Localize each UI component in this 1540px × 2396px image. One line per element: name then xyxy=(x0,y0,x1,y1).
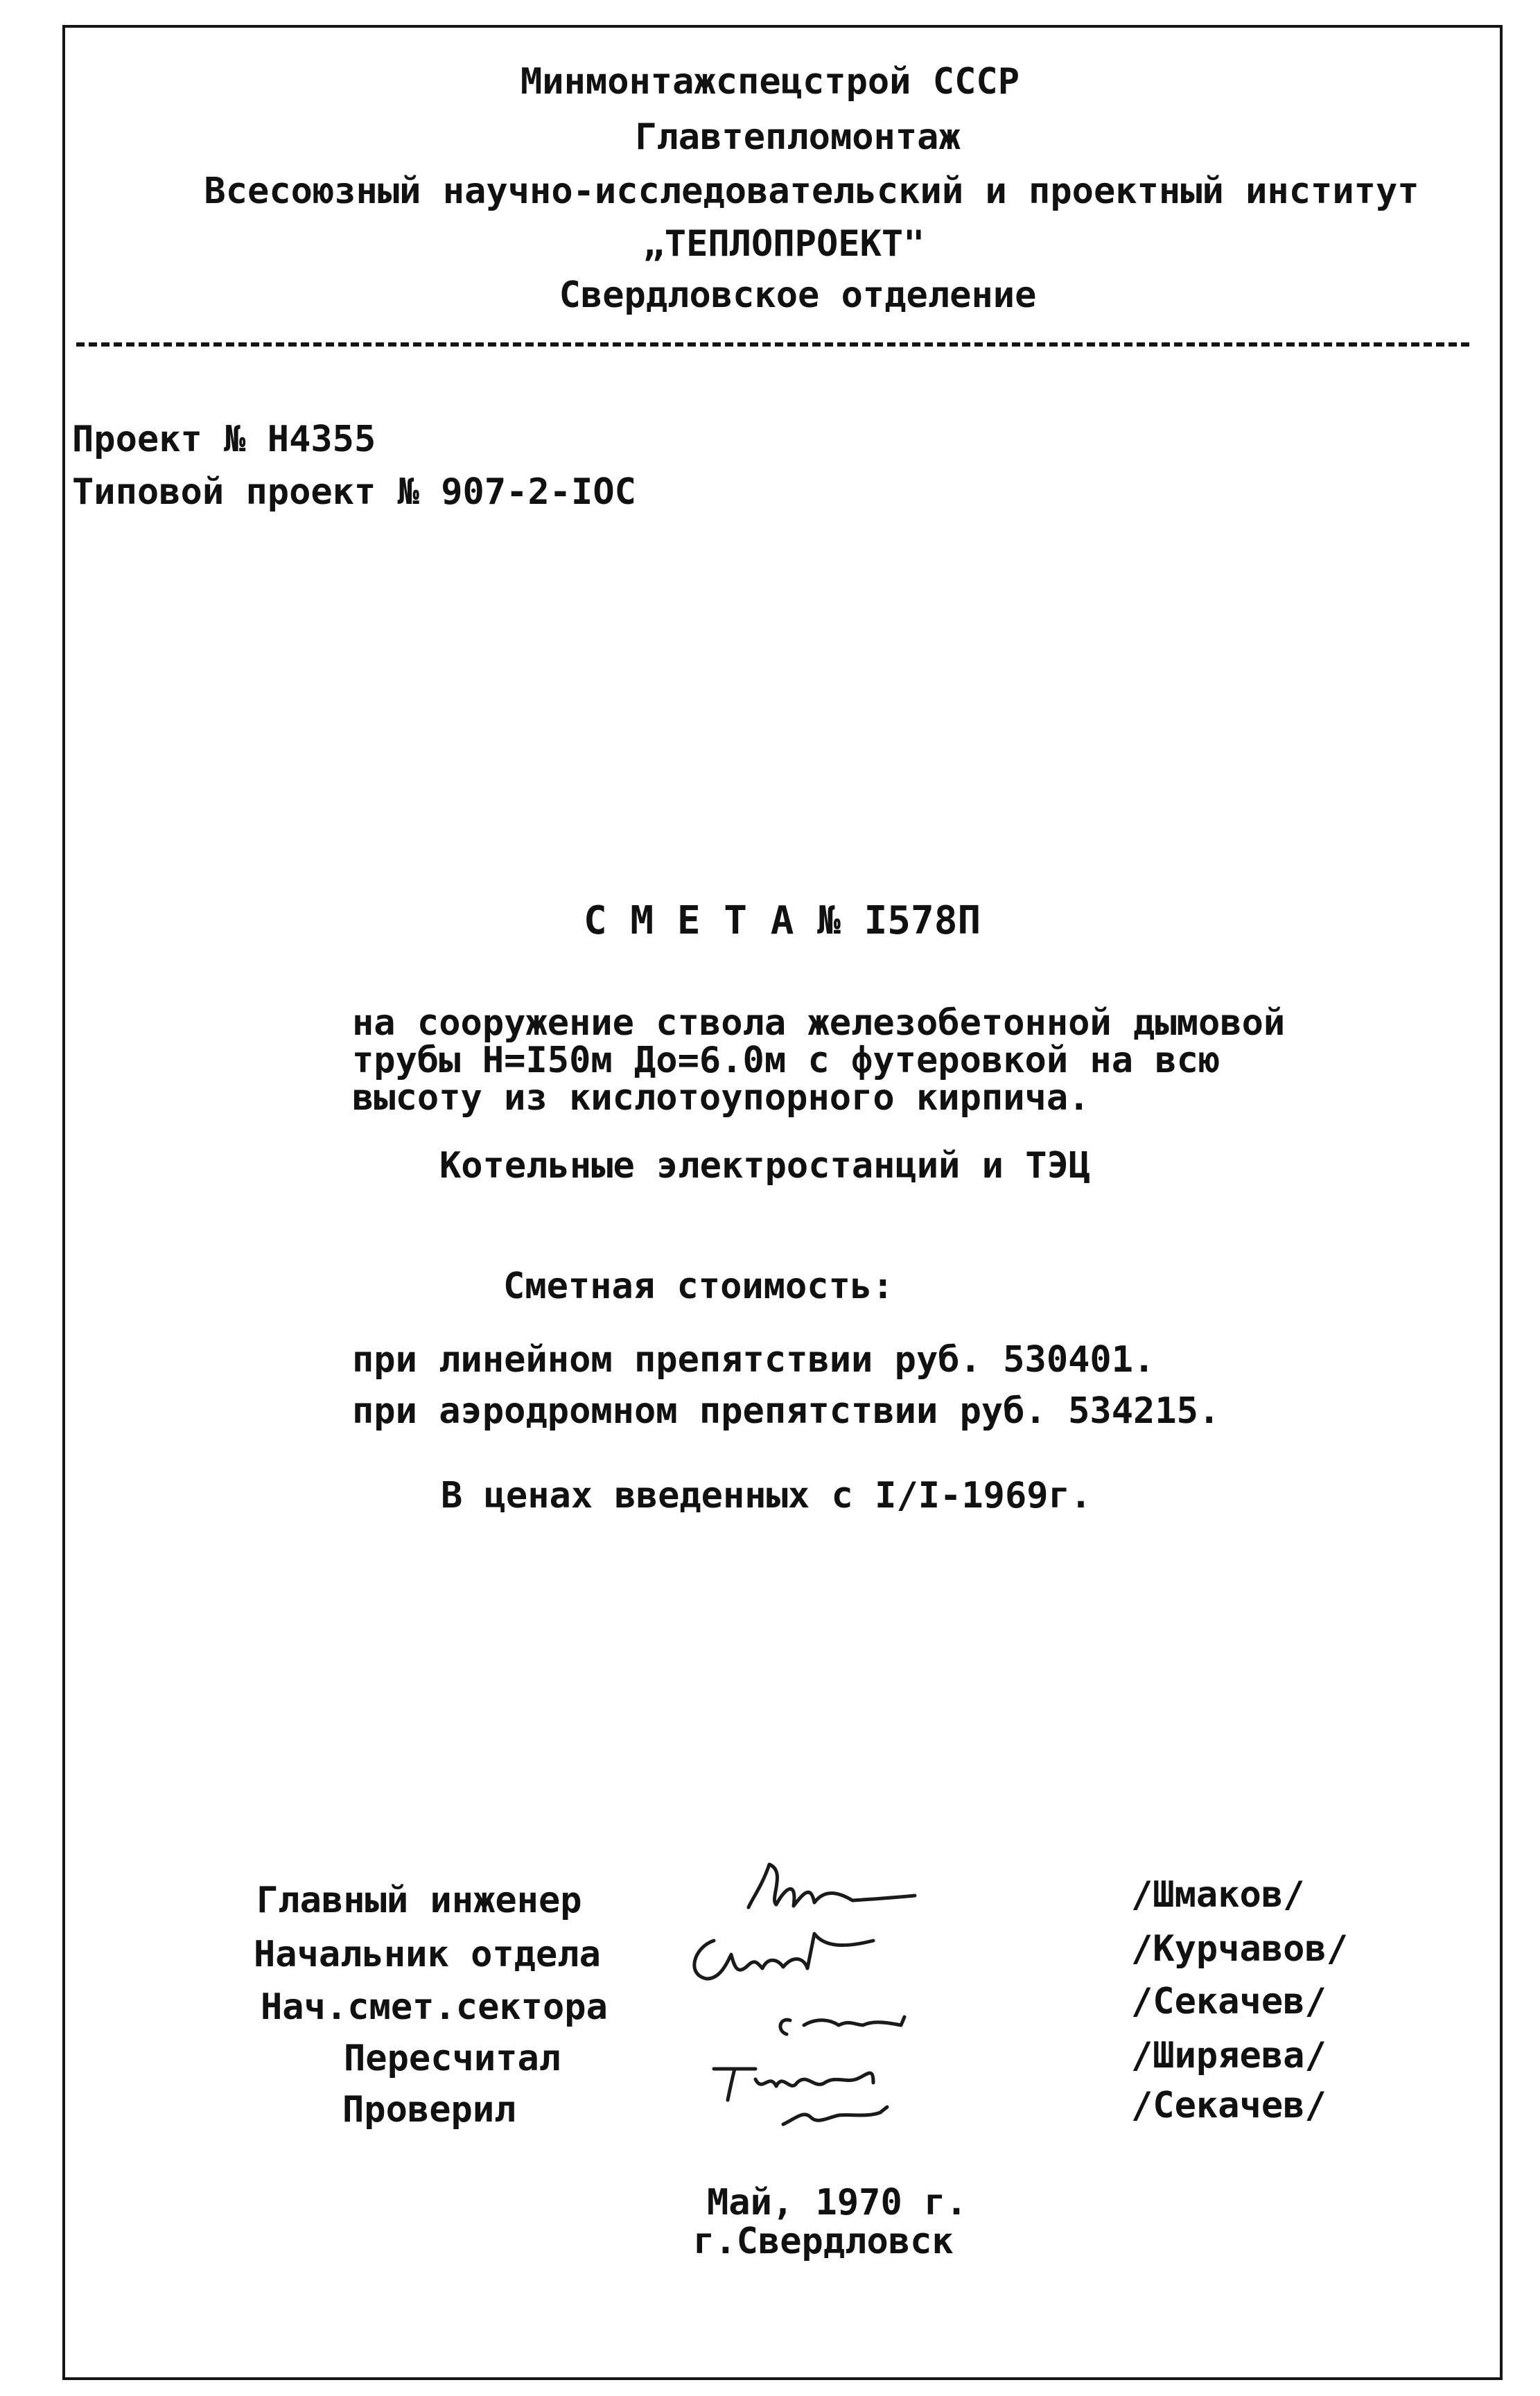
institute-description: Всесоюзный научно-исследовательский и проектный институт xyxy=(204,170,1419,212)
signature-checked xyxy=(783,2107,887,2124)
role-estimate-sector-head: Нач.смет.сектора xyxy=(261,1986,608,2028)
name-recalculated: /Ширяева/ xyxy=(1131,2035,1327,2076)
document-city: г.Свердловск xyxy=(693,2221,954,2262)
estimate-category: Котельные электростанций и ТЭЦ xyxy=(439,1145,1091,1187)
estimate-desc-line3: высоту из кислотоупорного кирпича. xyxy=(352,1077,1090,1119)
cost-line-aerodrome: при аэродромном препятствии руб. 534215. xyxy=(352,1390,1220,1432)
cost-label: Сметная стоимость: xyxy=(503,1266,894,1307)
branch-name: Свердловское отделение xyxy=(559,274,1037,316)
document-date: Май, 1970 г. xyxy=(707,2182,968,2223)
directorate-name: Главтепломонтаж xyxy=(635,116,961,158)
ministry-name: Минмонтажспецстрой СССР xyxy=(520,61,1020,103)
price-basis: В ценах введенных с I/I-1969г. xyxy=(441,1475,1092,1516)
estimate-desc-line1: на сооружение ствола железобетонной дымовой xyxy=(352,1002,1286,1044)
name-department-head: /Курчавов/ xyxy=(1131,1928,1349,1970)
signature-department-head xyxy=(694,1934,873,1979)
signature-recalculated xyxy=(714,2069,873,2100)
signature-chief-engineer xyxy=(749,1864,915,1907)
role-chief-engineer: Главный инженер xyxy=(256,1880,582,1921)
handwritten-signatures xyxy=(665,1844,1095,2135)
cost-line-linear: при линейном препятствии руб. 530401. xyxy=(352,1339,1155,1381)
role-checked: Проверил xyxy=(342,2089,516,2131)
estimate-desc-line2: трубы Н=I50м До=6.0м с футеровкой на всю xyxy=(352,1040,1220,1081)
institute-name: „ТЕПЛОПРОЕКТ" xyxy=(642,223,925,265)
header-divider xyxy=(76,342,1469,347)
role-department-head: Начальник отдела xyxy=(254,1934,601,1975)
signature-sector-head xyxy=(780,2017,904,2034)
typical-project-number: Типовой проект № 907-2-IOC xyxy=(72,471,636,513)
name-checked: /Секачев/ xyxy=(1131,2085,1327,2126)
name-estimate-sector-head: /Секачев/ xyxy=(1131,1981,1327,2022)
name-chief-engineer: /Шмаков/ xyxy=(1131,1874,1305,1916)
estimate-title: С М Е Т А № I578П xyxy=(584,898,981,943)
project-number: Проект № Н4355 xyxy=(72,419,376,460)
role-recalculated: Пересчитал xyxy=(344,2038,561,2079)
